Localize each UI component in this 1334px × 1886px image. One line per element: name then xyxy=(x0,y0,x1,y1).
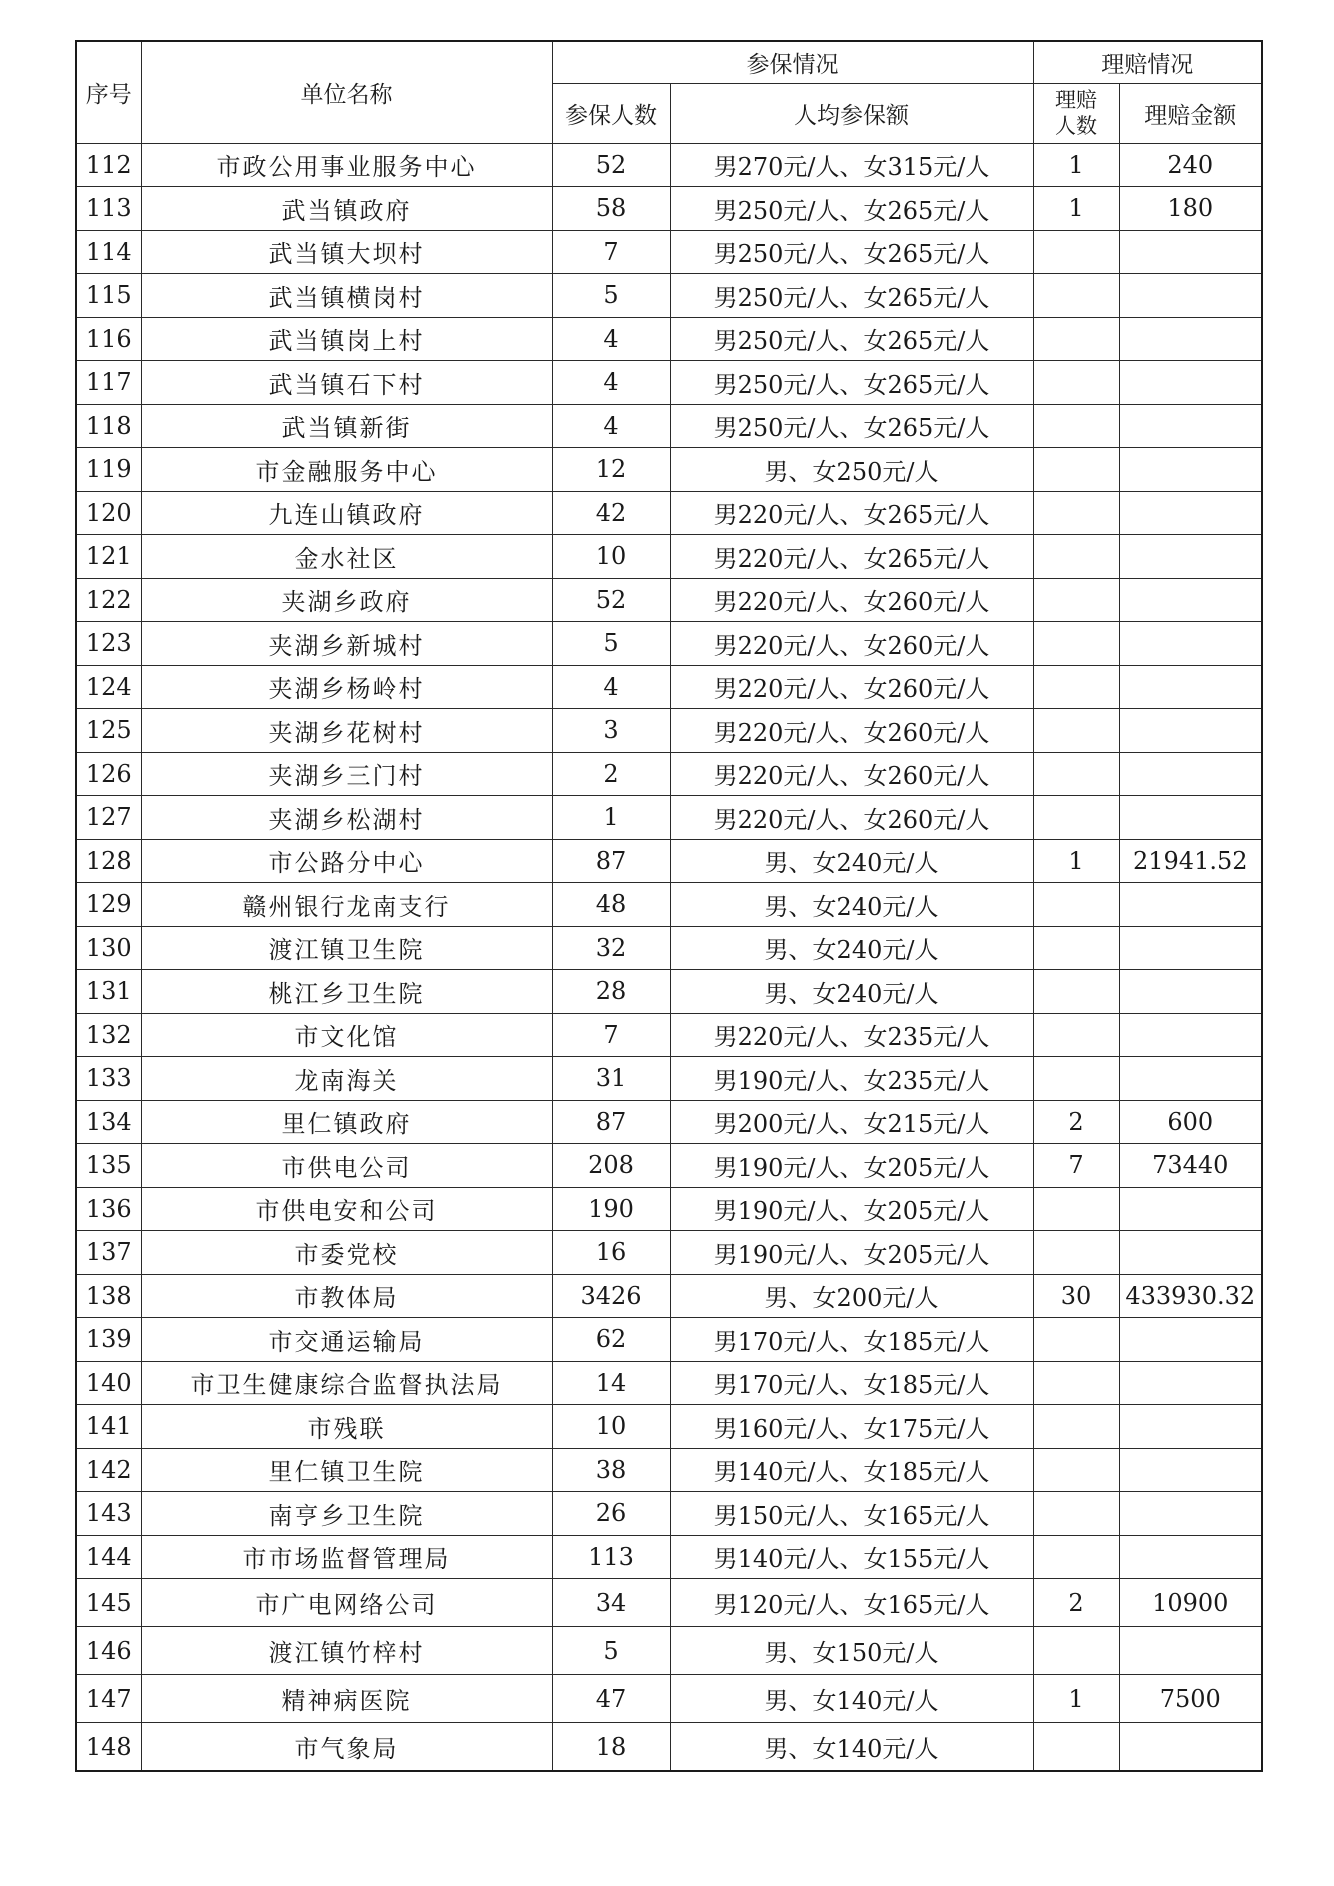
cell-claim-amount xyxy=(1119,1318,1262,1362)
cell-claim-count xyxy=(1033,1535,1119,1579)
table-body xyxy=(76,143,1262,1771)
cell-insured-count: 14 xyxy=(552,1361,670,1405)
cell-claim-count xyxy=(1033,665,1119,709)
cell-unit-name: 市市场监督管理局 xyxy=(141,1535,552,1579)
table-row xyxy=(76,404,1262,448)
cell-unit-name: 市文化馆 xyxy=(141,1013,552,1057)
cell-avg-premium: 男190元/人、女235元/人 xyxy=(670,1057,1033,1101)
cell-avg-premium: 男、女240元/人 xyxy=(670,926,1033,970)
cell-insured-count: 3426 xyxy=(552,1274,670,1318)
cell-unit-name: 渡江镇竹梓村 xyxy=(141,1627,552,1675)
cell-claim-amount xyxy=(1119,1013,1262,1057)
cell-claim-count: 1 xyxy=(1033,143,1119,187)
cell-insured-count: 48 xyxy=(552,883,670,927)
cell-claim-count xyxy=(1033,491,1119,535)
table-row xyxy=(76,1318,1262,1362)
cell-unit-name: 夹湖乡杨岭村 xyxy=(141,665,552,709)
cell-claim-amount xyxy=(1119,883,1262,927)
cell-claim-count xyxy=(1033,1405,1119,1449)
table-row xyxy=(76,1144,1262,1188)
table-row xyxy=(76,143,1262,187)
cell-unit-name: 精神病医院 xyxy=(141,1675,552,1723)
cell-insured-count: 190 xyxy=(552,1187,670,1231)
cell-seq: 127 xyxy=(76,796,141,840)
cell-avg-premium: 男140元/人、女155元/人 xyxy=(670,1535,1033,1579)
table-row xyxy=(76,752,1262,796)
header-avg-premium: 人均参保额 xyxy=(670,83,1033,143)
table-row xyxy=(76,448,1262,492)
cell-unit-name: 里仁镇政府 xyxy=(141,1100,552,1144)
table-row xyxy=(76,317,1262,361)
header-claim-count xyxy=(1033,83,1119,143)
table-row xyxy=(76,535,1262,579)
cell-unit-name: 武当镇横岗村 xyxy=(141,274,552,318)
cell-avg-premium: 男190元/人、女205元/人 xyxy=(670,1231,1033,1275)
cell-avg-premium: 男、女250元/人 xyxy=(670,448,1033,492)
cell-seq: 137 xyxy=(76,1231,141,1275)
cell-seq: 120 xyxy=(76,491,141,535)
cell-insured-count: 208 xyxy=(552,1144,670,1188)
cell-claim-count: 1 xyxy=(1033,839,1119,883)
cell-insured-count: 5 xyxy=(552,1627,670,1675)
cell-avg-premium: 男、女200元/人 xyxy=(670,1274,1033,1318)
cell-seq: 126 xyxy=(76,752,141,796)
cell-insured-count: 34 xyxy=(552,1579,670,1627)
table-row xyxy=(76,1361,1262,1405)
cell-claim-count xyxy=(1033,1231,1119,1275)
cell-avg-premium: 男、女150元/人 xyxy=(670,1627,1033,1675)
cell-avg-premium: 男、女240元/人 xyxy=(670,883,1033,927)
cell-claim-amount xyxy=(1119,1057,1262,1101)
table-row xyxy=(76,1675,1262,1723)
cell-unit-name: 市残联 xyxy=(141,1405,552,1449)
cell-claim-count xyxy=(1033,709,1119,753)
table-row xyxy=(76,622,1262,666)
cell-avg-premium: 男190元/人、女205元/人 xyxy=(670,1144,1033,1188)
cell-claim-count xyxy=(1033,1492,1119,1536)
cell-unit-name: 夹湖乡政府 xyxy=(141,578,552,622)
cell-claim-count: 7 xyxy=(1033,1144,1119,1188)
cell-insured-count: 28 xyxy=(552,970,670,1014)
table-row xyxy=(76,796,1262,840)
cell-claim-amount: 433930.32 xyxy=(1119,1274,1262,1318)
header-claim-count-line2: 人数 xyxy=(1055,114,1097,138)
table-row xyxy=(76,1057,1262,1101)
cell-seq: 112 xyxy=(76,143,141,187)
cell-claim-count: 2 xyxy=(1033,1100,1119,1144)
cell-unit-name: 龙南海关 xyxy=(141,1057,552,1101)
cell-avg-premium: 男、女240元/人 xyxy=(670,839,1033,883)
table-row xyxy=(76,1013,1262,1057)
cell-claim-amount xyxy=(1119,926,1262,970)
cell-insured-count: 38 xyxy=(552,1448,670,1492)
cell-unit-name: 市卫生健康综合监督执法局 xyxy=(141,1361,552,1405)
cell-claim-amount xyxy=(1119,1405,1262,1449)
cell-seq: 143 xyxy=(76,1492,141,1536)
cell-unit-name: 武当镇石下村 xyxy=(141,361,552,405)
cell-claim-count xyxy=(1033,535,1119,579)
cell-seq: 139 xyxy=(76,1318,141,1362)
cell-insured-count: 26 xyxy=(552,1492,670,1536)
cell-claim-amount xyxy=(1119,1627,1262,1675)
cell-seq: 129 xyxy=(76,883,141,927)
cell-seq: 145 xyxy=(76,1579,141,1627)
cell-unit-name: 里仁镇卫生院 xyxy=(141,1448,552,1492)
table-row xyxy=(76,1579,1262,1627)
cell-seq: 141 xyxy=(76,1405,141,1449)
cell-seq: 140 xyxy=(76,1361,141,1405)
cell-insured-count: 4 xyxy=(552,317,670,361)
cell-claim-count xyxy=(1033,1187,1119,1231)
cell-insured-count: 5 xyxy=(552,274,670,318)
header-claim-amount: 理赔金额 xyxy=(1119,83,1262,143)
cell-claim-amount xyxy=(1119,361,1262,405)
cell-unit-name: 市供电安和公司 xyxy=(141,1187,552,1231)
cell-claim-amount xyxy=(1119,622,1262,666)
cell-claim-count: 1 xyxy=(1033,187,1119,231)
cell-seq: 121 xyxy=(76,535,141,579)
table-row xyxy=(76,187,1262,231)
table-row xyxy=(76,578,1262,622)
cell-claim-count xyxy=(1033,1723,1119,1772)
cell-claim-count xyxy=(1033,1318,1119,1362)
cell-unit-name: 武当镇大坝村 xyxy=(141,230,552,274)
header-seq: 序号 xyxy=(76,41,141,143)
cell-seq: 114 xyxy=(76,230,141,274)
cell-avg-premium: 男、女140元/人 xyxy=(670,1675,1033,1723)
cell-seq: 134 xyxy=(76,1100,141,1144)
cell-avg-premium: 男250元/人、女265元/人 xyxy=(670,274,1033,318)
cell-insured-count: 31 xyxy=(552,1057,670,1101)
table-row xyxy=(76,1627,1262,1675)
cell-claim-count xyxy=(1033,317,1119,361)
cell-avg-premium: 男220元/人、女265元/人 xyxy=(670,491,1033,535)
cell-avg-premium: 男220元/人、女260元/人 xyxy=(670,578,1033,622)
cell-claim-amount xyxy=(1119,796,1262,840)
cell-seq: 133 xyxy=(76,1057,141,1101)
cell-avg-premium: 男150元/人、女165元/人 xyxy=(670,1492,1033,1536)
table-row xyxy=(76,926,1262,970)
cell-insured-count: 2 xyxy=(552,752,670,796)
cell-claim-count xyxy=(1033,404,1119,448)
cell-seq: 117 xyxy=(76,361,141,405)
header-insurance-group: 参保情况 xyxy=(552,41,1033,83)
cell-claim-amount xyxy=(1119,404,1262,448)
cell-unit-name: 市委党校 xyxy=(141,1231,552,1275)
cell-avg-premium: 男200元/人、女215元/人 xyxy=(670,1100,1033,1144)
cell-seq: 144 xyxy=(76,1535,141,1579)
cell-claim-count xyxy=(1033,796,1119,840)
cell-avg-premium: 男220元/人、女260元/人 xyxy=(670,752,1033,796)
cell-seq: 119 xyxy=(76,448,141,492)
cell-claim-amount xyxy=(1119,230,1262,274)
cell-claim-count: 2 xyxy=(1033,1579,1119,1627)
cell-seq: 115 xyxy=(76,274,141,318)
table-row xyxy=(76,839,1262,883)
cell-claim-amount xyxy=(1119,578,1262,622)
cell-avg-premium: 男220元/人、女235元/人 xyxy=(670,1013,1033,1057)
cell-claim-count xyxy=(1033,274,1119,318)
cell-claim-count xyxy=(1033,1057,1119,1101)
cell-claim-count xyxy=(1033,970,1119,1014)
cell-avg-premium: 男140元/人、女185元/人 xyxy=(670,1448,1033,1492)
cell-claim-count xyxy=(1033,361,1119,405)
cell-unit-name: 市公路分中心 xyxy=(141,839,552,883)
table-row xyxy=(76,1100,1262,1144)
cell-avg-premium: 男250元/人、女265元/人 xyxy=(670,361,1033,405)
cell-insured-count: 52 xyxy=(552,578,670,622)
cell-unit-name: 武当镇岗上村 xyxy=(141,317,552,361)
cell-claim-amount: 10900 xyxy=(1119,1579,1262,1627)
cell-claim-amount xyxy=(1119,752,1262,796)
cell-unit-name: 桃江乡卫生院 xyxy=(141,970,552,1014)
cell-avg-premium: 男170元/人、女185元/人 xyxy=(670,1318,1033,1362)
table-row xyxy=(76,1231,1262,1275)
cell-avg-premium: 男、女140元/人 xyxy=(670,1723,1033,1772)
cell-insured-count: 87 xyxy=(552,1100,670,1144)
cell-unit-name: 武当镇新街 xyxy=(141,404,552,448)
table-row xyxy=(76,1274,1262,1318)
cell-insured-count: 18 xyxy=(552,1723,670,1772)
cell-claim-amount xyxy=(1119,1448,1262,1492)
cell-seq: 122 xyxy=(76,578,141,622)
table-row xyxy=(76,1492,1262,1536)
cell-seq: 128 xyxy=(76,839,141,883)
cell-seq: 138 xyxy=(76,1274,141,1318)
cell-seq: 132 xyxy=(76,1013,141,1057)
cell-seq: 125 xyxy=(76,709,141,753)
cell-seq: 148 xyxy=(76,1723,141,1772)
table-row xyxy=(76,274,1262,318)
cell-avg-premium: 男、女240元/人 xyxy=(670,970,1033,1014)
cell-unit-name: 市教体局 xyxy=(141,1274,552,1318)
cell-seq: 130 xyxy=(76,926,141,970)
cell-claim-count xyxy=(1033,1448,1119,1492)
cell-claim-amount xyxy=(1119,491,1262,535)
table-row xyxy=(76,1405,1262,1449)
cell-seq: 113 xyxy=(76,187,141,231)
cell-avg-premium: 男220元/人、女260元/人 xyxy=(670,709,1033,753)
table-row xyxy=(76,665,1262,709)
cell-seq: 123 xyxy=(76,622,141,666)
table-row xyxy=(76,970,1262,1014)
cell-claim-amount xyxy=(1119,448,1262,492)
cell-claim-count xyxy=(1033,622,1119,666)
cell-unit-name: 武当镇政府 xyxy=(141,187,552,231)
cell-claim-amount: 21941.52 xyxy=(1119,839,1262,883)
cell-insured-count: 47 xyxy=(552,1675,670,1723)
cell-claim-amount xyxy=(1119,1723,1262,1772)
cell-unit-name: 夹湖乡新城村 xyxy=(141,622,552,666)
cell-claim-amount xyxy=(1119,665,1262,709)
cell-avg-premium: 男270元/人、女315元/人 xyxy=(670,143,1033,187)
table-row xyxy=(76,1187,1262,1231)
table-row xyxy=(76,1535,1262,1579)
cell-seq: 136 xyxy=(76,1187,141,1231)
cell-insured-count: 1 xyxy=(552,796,670,840)
cell-avg-premium: 男250元/人、女265元/人 xyxy=(670,404,1033,448)
cell-claim-amount xyxy=(1119,709,1262,753)
cell-insured-count: 12 xyxy=(552,448,670,492)
cell-unit-name: 夹湖乡三门村 xyxy=(141,752,552,796)
table-row xyxy=(76,230,1262,274)
cell-insured-count: 58 xyxy=(552,187,670,231)
cell-insured-count: 4 xyxy=(552,404,670,448)
cell-seq: 118 xyxy=(76,404,141,448)
cell-avg-premium: 男250元/人、女265元/人 xyxy=(670,230,1033,274)
table-row xyxy=(76,709,1262,753)
cell-claim-count: 30 xyxy=(1033,1274,1119,1318)
table-row xyxy=(76,361,1262,405)
cell-insured-count: 42 xyxy=(552,491,670,535)
cell-claim-amount xyxy=(1119,970,1262,1014)
cell-unit-name: 市气象局 xyxy=(141,1723,552,1772)
cell-claim-amount xyxy=(1119,274,1262,318)
cell-claim-count xyxy=(1033,578,1119,622)
cell-insured-count: 10 xyxy=(552,1405,670,1449)
cell-avg-premium: 男250元/人、女265元/人 xyxy=(670,317,1033,361)
table-row xyxy=(76,883,1262,927)
cell-avg-premium: 男170元/人、女185元/人 xyxy=(670,1361,1033,1405)
cell-seq: 124 xyxy=(76,665,141,709)
cell-claim-count xyxy=(1033,448,1119,492)
cell-claim-amount xyxy=(1119,1231,1262,1275)
cell-claim-count: 1 xyxy=(1033,1675,1119,1723)
cell-claim-count xyxy=(1033,1013,1119,1057)
cell-unit-name: 赣州银行龙南支行 xyxy=(141,883,552,927)
cell-avg-premium: 男250元/人、女265元/人 xyxy=(670,187,1033,231)
cell-insured-count: 3 xyxy=(552,709,670,753)
header-insured-count: 参保人数 xyxy=(552,83,670,143)
cell-insured-count: 4 xyxy=(552,665,670,709)
table-row xyxy=(76,1448,1262,1492)
cell-avg-premium: 男190元/人、女205元/人 xyxy=(670,1187,1033,1231)
cell-unit-name: 市金融服务中心 xyxy=(141,448,552,492)
insurance-table xyxy=(75,40,1263,1772)
cell-unit-name: 夹湖乡松湖村 xyxy=(141,796,552,840)
cell-unit-name: 九连山镇政府 xyxy=(141,491,552,535)
cell-claim-count xyxy=(1033,1627,1119,1675)
cell-claim-amount xyxy=(1119,535,1262,579)
cell-seq: 116 xyxy=(76,317,141,361)
cell-claim-amount xyxy=(1119,1361,1262,1405)
cell-avg-premium: 男220元/人、女260元/人 xyxy=(670,665,1033,709)
cell-avg-premium: 男220元/人、女265元/人 xyxy=(670,535,1033,579)
cell-claim-amount: 73440 xyxy=(1119,1144,1262,1188)
table-row xyxy=(76,491,1262,535)
cell-insured-count: 52 xyxy=(552,143,670,187)
cell-unit-name: 夹湖乡花树村 xyxy=(141,709,552,753)
cell-claim-amount: 7500 xyxy=(1119,1675,1262,1723)
cell-avg-premium: 男220元/人、女260元/人 xyxy=(670,796,1033,840)
header-unit-name: 单位名称 xyxy=(141,41,552,143)
cell-insured-count: 16 xyxy=(552,1231,670,1275)
cell-insured-count: 32 xyxy=(552,926,670,970)
cell-insured-count: 4 xyxy=(552,361,670,405)
cell-claim-count xyxy=(1033,230,1119,274)
cell-claim-amount: 240 xyxy=(1119,143,1262,187)
cell-unit-name: 南亨乡卫生院 xyxy=(141,1492,552,1536)
cell-seq: 147 xyxy=(76,1675,141,1723)
cell-seq: 135 xyxy=(76,1144,141,1188)
cell-claim-count xyxy=(1033,752,1119,796)
cell-seq: 142 xyxy=(76,1448,141,1492)
cell-insured-count: 5 xyxy=(552,622,670,666)
cell-seq: 131 xyxy=(76,970,141,1014)
cell-unit-name: 渡江镇卫生院 xyxy=(141,926,552,970)
cell-claim-count xyxy=(1033,926,1119,970)
cell-insured-count: 10 xyxy=(552,535,670,579)
cell-claim-count xyxy=(1033,883,1119,927)
cell-claim-amount xyxy=(1119,317,1262,361)
cell-claim-amount xyxy=(1119,1187,1262,1231)
cell-insured-count: 113 xyxy=(552,1535,670,1579)
header-claim-count-line1: 理赔 xyxy=(1055,88,1097,112)
cell-insured-count: 7 xyxy=(552,1013,670,1057)
cell-claim-amount xyxy=(1119,1492,1262,1536)
cell-avg-premium: 男160元/人、女175元/人 xyxy=(670,1405,1033,1449)
cell-unit-name: 市广电网络公司 xyxy=(141,1579,552,1627)
cell-unit-name: 市供电公司 xyxy=(141,1144,552,1188)
header-claims-group: 理赔情况 xyxy=(1033,41,1262,83)
table-row xyxy=(76,1723,1262,1772)
cell-claim-amount: 600 xyxy=(1119,1100,1262,1144)
cell-claim-amount: 180 xyxy=(1119,187,1262,231)
cell-claim-count xyxy=(1033,1361,1119,1405)
cell-claim-amount xyxy=(1119,1535,1262,1579)
cell-unit-name: 市交通运输局 xyxy=(141,1318,552,1362)
cell-unit-name: 金水社区 xyxy=(141,535,552,579)
cell-insured-count: 62 xyxy=(552,1318,670,1362)
cell-unit-name: 市政公用事业服务中心 xyxy=(141,143,552,187)
cell-avg-premium: 男120元/人、女165元/人 xyxy=(670,1579,1033,1627)
cell-insured-count: 87 xyxy=(552,839,670,883)
cell-insured-count: 7 xyxy=(552,230,670,274)
cell-seq: 146 xyxy=(76,1627,141,1675)
cell-avg-premium: 男220元/人、女260元/人 xyxy=(670,622,1033,666)
